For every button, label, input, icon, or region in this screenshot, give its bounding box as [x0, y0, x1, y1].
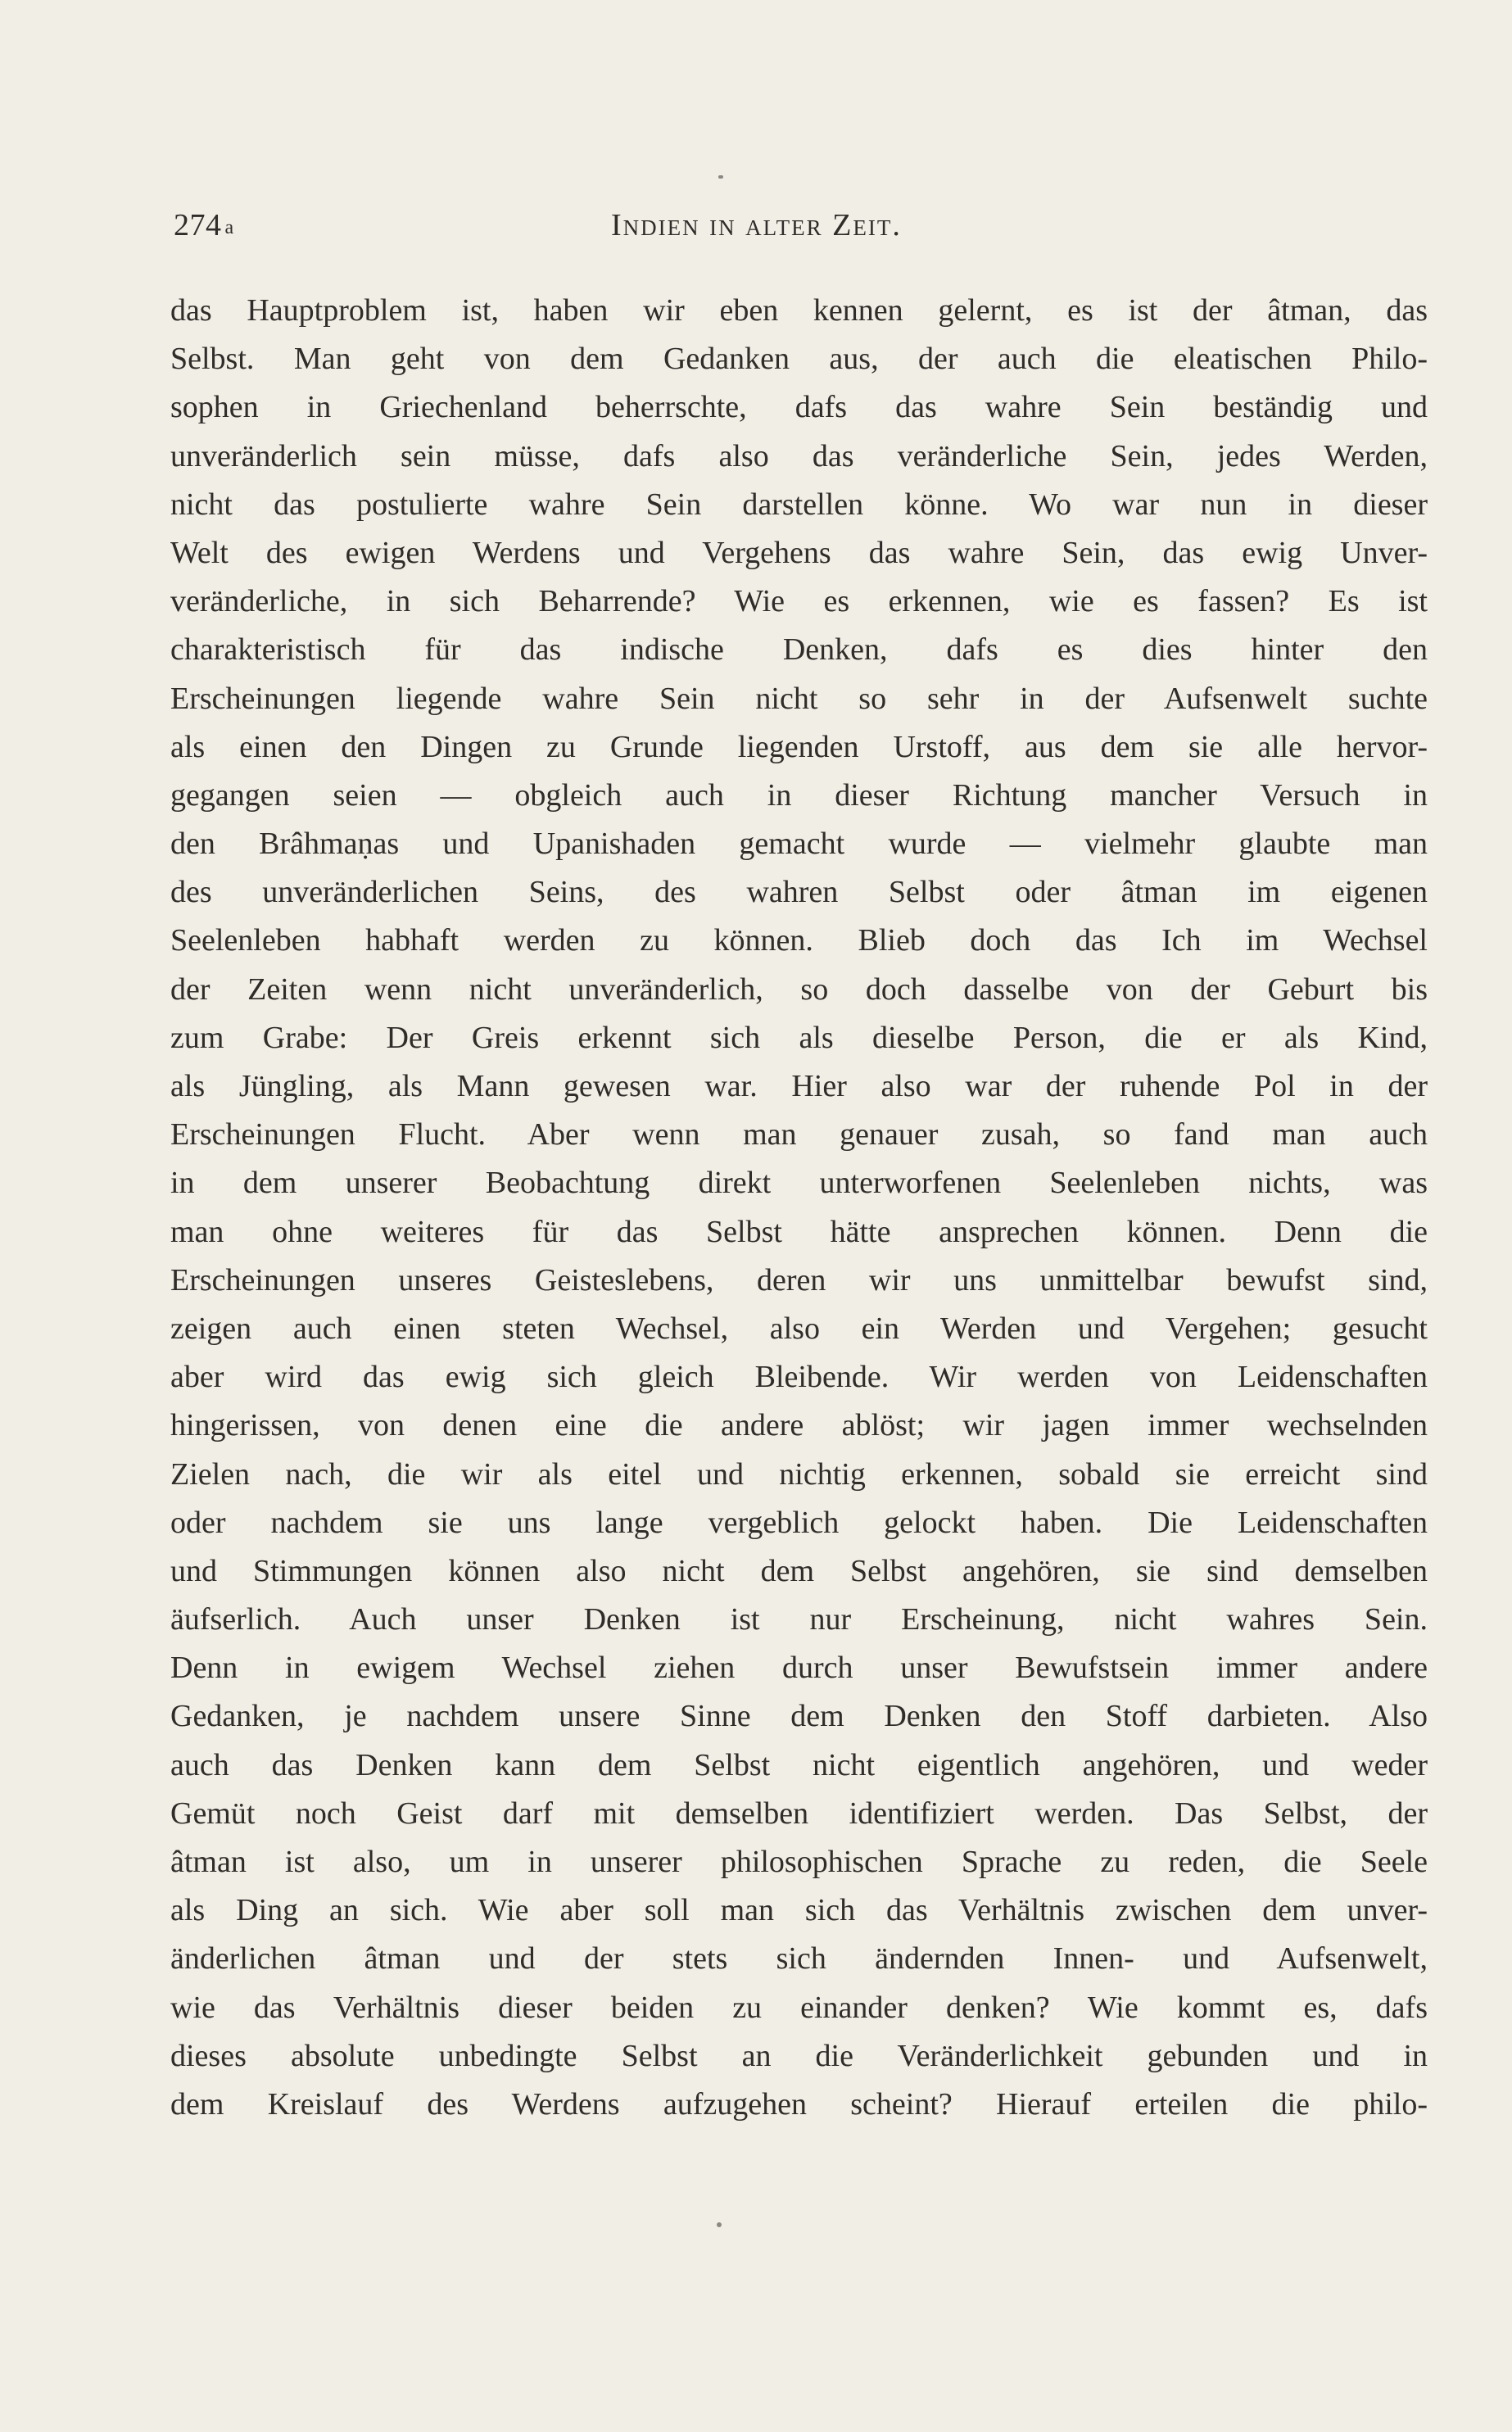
print-mark — [718, 175, 723, 179]
text-line: äufserlich. Auch unser Denken ist nur Erscheinung, nicht wahres Sein. — [170, 1602, 1428, 1637]
text-line: als Jüngling, als Mann gewesen war. Hier also war der ruhende Pol in der — [170, 1069, 1428, 1103]
text-line: änderlichen âtman und der stets sich ändernden Innen- und Aufsenwelt, — [170, 1941, 1428, 1977]
page-header — [0, 202, 1512, 259]
running-title: Indien in alter Zeit. — [611, 208, 902, 242]
text-line: sophen in Griechenland beherrschte, dafs das wahre Sein beständig und — [170, 390, 1428, 425]
text-line: man ohne weiteres für das Selbst hätte ansprechen können. Denn die — [170, 1214, 1428, 1249]
text-line: veränderliche, in sich Beharrende? Wie es erkennen, wie es fassen? Es ist — [170, 584, 1428, 619]
text-line: aber wird das ewig sich gleich Bleibende. Wir werden von Leidenschaften — [170, 1360, 1428, 1395]
text-line: auch das Denken kann dem Selbst nicht eigentlich angehören, und weder — [170, 1747, 1428, 1782]
text-line: der Zeiten wenn nicht unveränderlich, so doch dasselbe von der Geburt bis — [170, 971, 1428, 1007]
text-line: Gedanken, je nachdem unsere Sinne dem Denken den Stoff darbieten. Also — [170, 1699, 1428, 1734]
text-line: zum Grabe: Der Greis erkennt sich als dieselbe Person, die er als Kind, — [170, 1020, 1428, 1055]
text-line: gegangen seien — obgleich auch in dieser Richtung mancher Versuch in — [170, 777, 1428, 813]
page-number-value: 274 — [174, 208, 222, 242]
print-dot — [717, 2222, 722, 2227]
text-line: Erscheinungen unseres Geisteslebens, deren wir uns unmittelbar bewufst sind, — [170, 1262, 1428, 1298]
text-line: den Brâhmaṇas und Upanishaden gemacht wurde — vielmehr glaubte man — [170, 827, 1428, 862]
text-line: nicht das postulierte wahre Sein darstellen könne. Wo war nun in dieser — [170, 487, 1428, 522]
text-line: oder nachdem sie uns lange vergeblich gelockt haben. Die Leidenschaften — [170, 1505, 1428, 1540]
text-line: zeigen auch einen steten Wechsel, also ein Werden und Vergehen; gesucht — [170, 1311, 1428, 1346]
text-line: des unveränderlichen Seins, des wahren Selbst oder âtman im eigenen — [170, 875, 1428, 910]
page-number — [174, 202, 234, 251]
text-line: wie das Verhältnis dieser beiden zu einander denken? Wie kommt es, dafs — [170, 1990, 1428, 2025]
text-line: unveränderlich sein müsse, dafs also das veränderliche Sein, jedes Werden, — [170, 438, 1428, 473]
text-line: âtman ist also, um in unserer philosophischen Sprache zu reden, die Seele — [170, 1845, 1428, 1879]
text-line: als einen den Dingen zu Grunde liegenden Urstoff, aus dem sie alle hervor- — [170, 729, 1428, 764]
text-line: Zielen nach, die wir als eitel und nichtig erkennen, sobald sie erreicht sind — [170, 1456, 1428, 1492]
text-line: Seelenleben habhaft werden zu können. Blieb doch das Ich im Wechsel — [170, 923, 1428, 958]
page-number-suffix: a — [224, 217, 234, 238]
text-line: Gemüt noch Geist darf mit demselben identifiziert werden. Das Selbst, der — [170, 1796, 1428, 1831]
text-line: charakteristisch für das indische Denken, dafs es dies hinter den — [170, 632, 1428, 668]
text-line: Welt des ewigen Werdens und Vergehens das wahre Sein, das ewig Unver- — [170, 535, 1428, 570]
text-line: Denn in ewigem Wechsel ziehen durch unser Bewufstsein immer andere — [170, 1651, 1428, 1686]
text-line: Erscheinungen liegende wahre Sein nicht so sehr in der Aufsenwelt suchte — [170, 681, 1428, 716]
text-line: Erscheinungen Flucht. Aber wenn man genauer zusah, so fand man auch — [170, 1117, 1428, 1153]
body-text — [170, 287, 1428, 2129]
text-line: und Stimmungen können also nicht dem Selbst angehören, sie sind demselben — [170, 1553, 1428, 1588]
text-line: das Hauptproblem ist, haben wir eben kennen gelernt, es ist der âtman, das — [170, 293, 1428, 328]
text-line: dieses absolute unbedingte Selbst an die Veränderlichkeit gebunden und in — [170, 2038, 1428, 2073]
text-line: als Ding an sich. Wie aber soll man sich das Verhältnis zwischen dem unver- — [170, 1893, 1428, 1928]
text-line: hingerissen, von denen eine die andere ablöst; wir jagen immer wechselnden — [170, 1408, 1428, 1443]
text-line: dem Kreislauf des Werdens aufzugehen scheint? Hierauf erteilen die philo- — [170, 2086, 1428, 2122]
text-line: in dem unserer Beobachtung direkt unterworfenen Seelenleben nichts, was — [170, 1166, 1428, 1201]
text-line: Selbst. Man geht von dem Gedanken aus, der auch die eleatischen Philo- — [170, 342, 1428, 377]
